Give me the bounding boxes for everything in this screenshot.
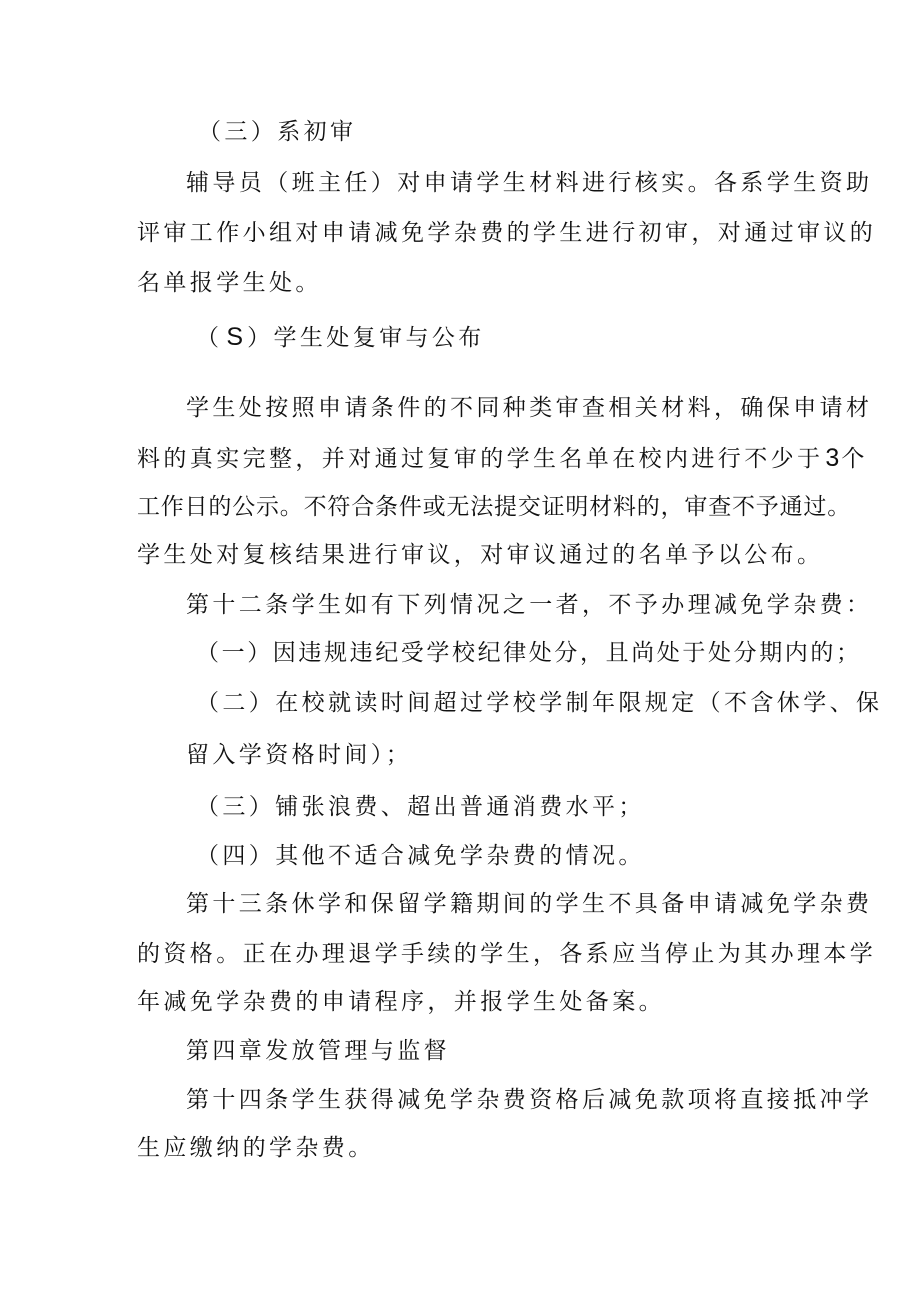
section-3-para-line-1: 辅导员（班主任）对申请学生材料进行核实。各系学生资助 [186,170,873,196]
section-s-para-number-unit: 个 [841,446,868,472]
article-12-item-4: （四）其他不适合减免学杂费的情况。 [196,843,645,869]
section-s-para-line-2 [137,443,868,474]
section-s-para-line-4: 学生处对复核结果进行审议，对审议通过的名单予以公布。 [137,542,824,568]
section-s-para-line-1: 学生处按照申请条件的不同种类审查相关材料，确保申请材 [186,395,873,421]
article-12-item-2-line-2: 留入学资格时间）； [186,742,413,768]
article-12-item-1: （一）因违规违纪受学校纪律处分，且尚处于处分期内的； [196,640,862,666]
section-s-para-line-3: 工作日的公示。不符合条件或无法提交证明材料的，审查不予通过。 [137,494,851,520]
article-12: 第十二条学生如有下列情况之一者，不予办理减免学杂费： [186,592,873,618]
article-14-line-1: 第十四条学生获得减免学杂费资格后减免款项将直接抵冲学 [186,1087,873,1113]
section-s-para-line-2-text: 料的真实完整，并对通过复审的学生名单在校内进行不少于 [137,446,824,472]
article-12-item-2-line-1: （二）在校就读时间超过学校学制年限规定（不含休学、保 [196,690,883,716]
section-s-heading [196,322,485,353]
section-3-para-line-2: 评审工作小组对申请减免学杂费的学生进行初审，对通过审议的 [137,220,877,246]
chapter-4-heading: 第四章发放管理与监督 [186,1038,450,1064]
article-13-line-1: 第十三条休学和保留学籍期间的学生不具备申请减免学杂费 [186,891,873,917]
section-s-para-number: 3 [825,444,840,472]
article-14-line-2: 生应缴纳的学杂费。 [137,1135,375,1161]
article-12-item-3: （三）铺张浪费、超出普通消费水平； [196,794,645,820]
section-3-para-line-3: 名单报学生处。 [137,270,322,296]
section-s-mark: S [226,323,244,351]
section-s-rest: ）学生处复审与公布 [247,325,485,351]
article-13-line-2: 的资格。正在办理退学手续的学生，各系应当停止为其办理本学 [137,941,877,967]
section-s-open: （ [196,325,223,351]
article-13-line-3: 年减免学杂费的申请程序，并报学生处备案。 [137,989,665,1015]
section-3-heading: （三）系初审 [198,119,357,145]
